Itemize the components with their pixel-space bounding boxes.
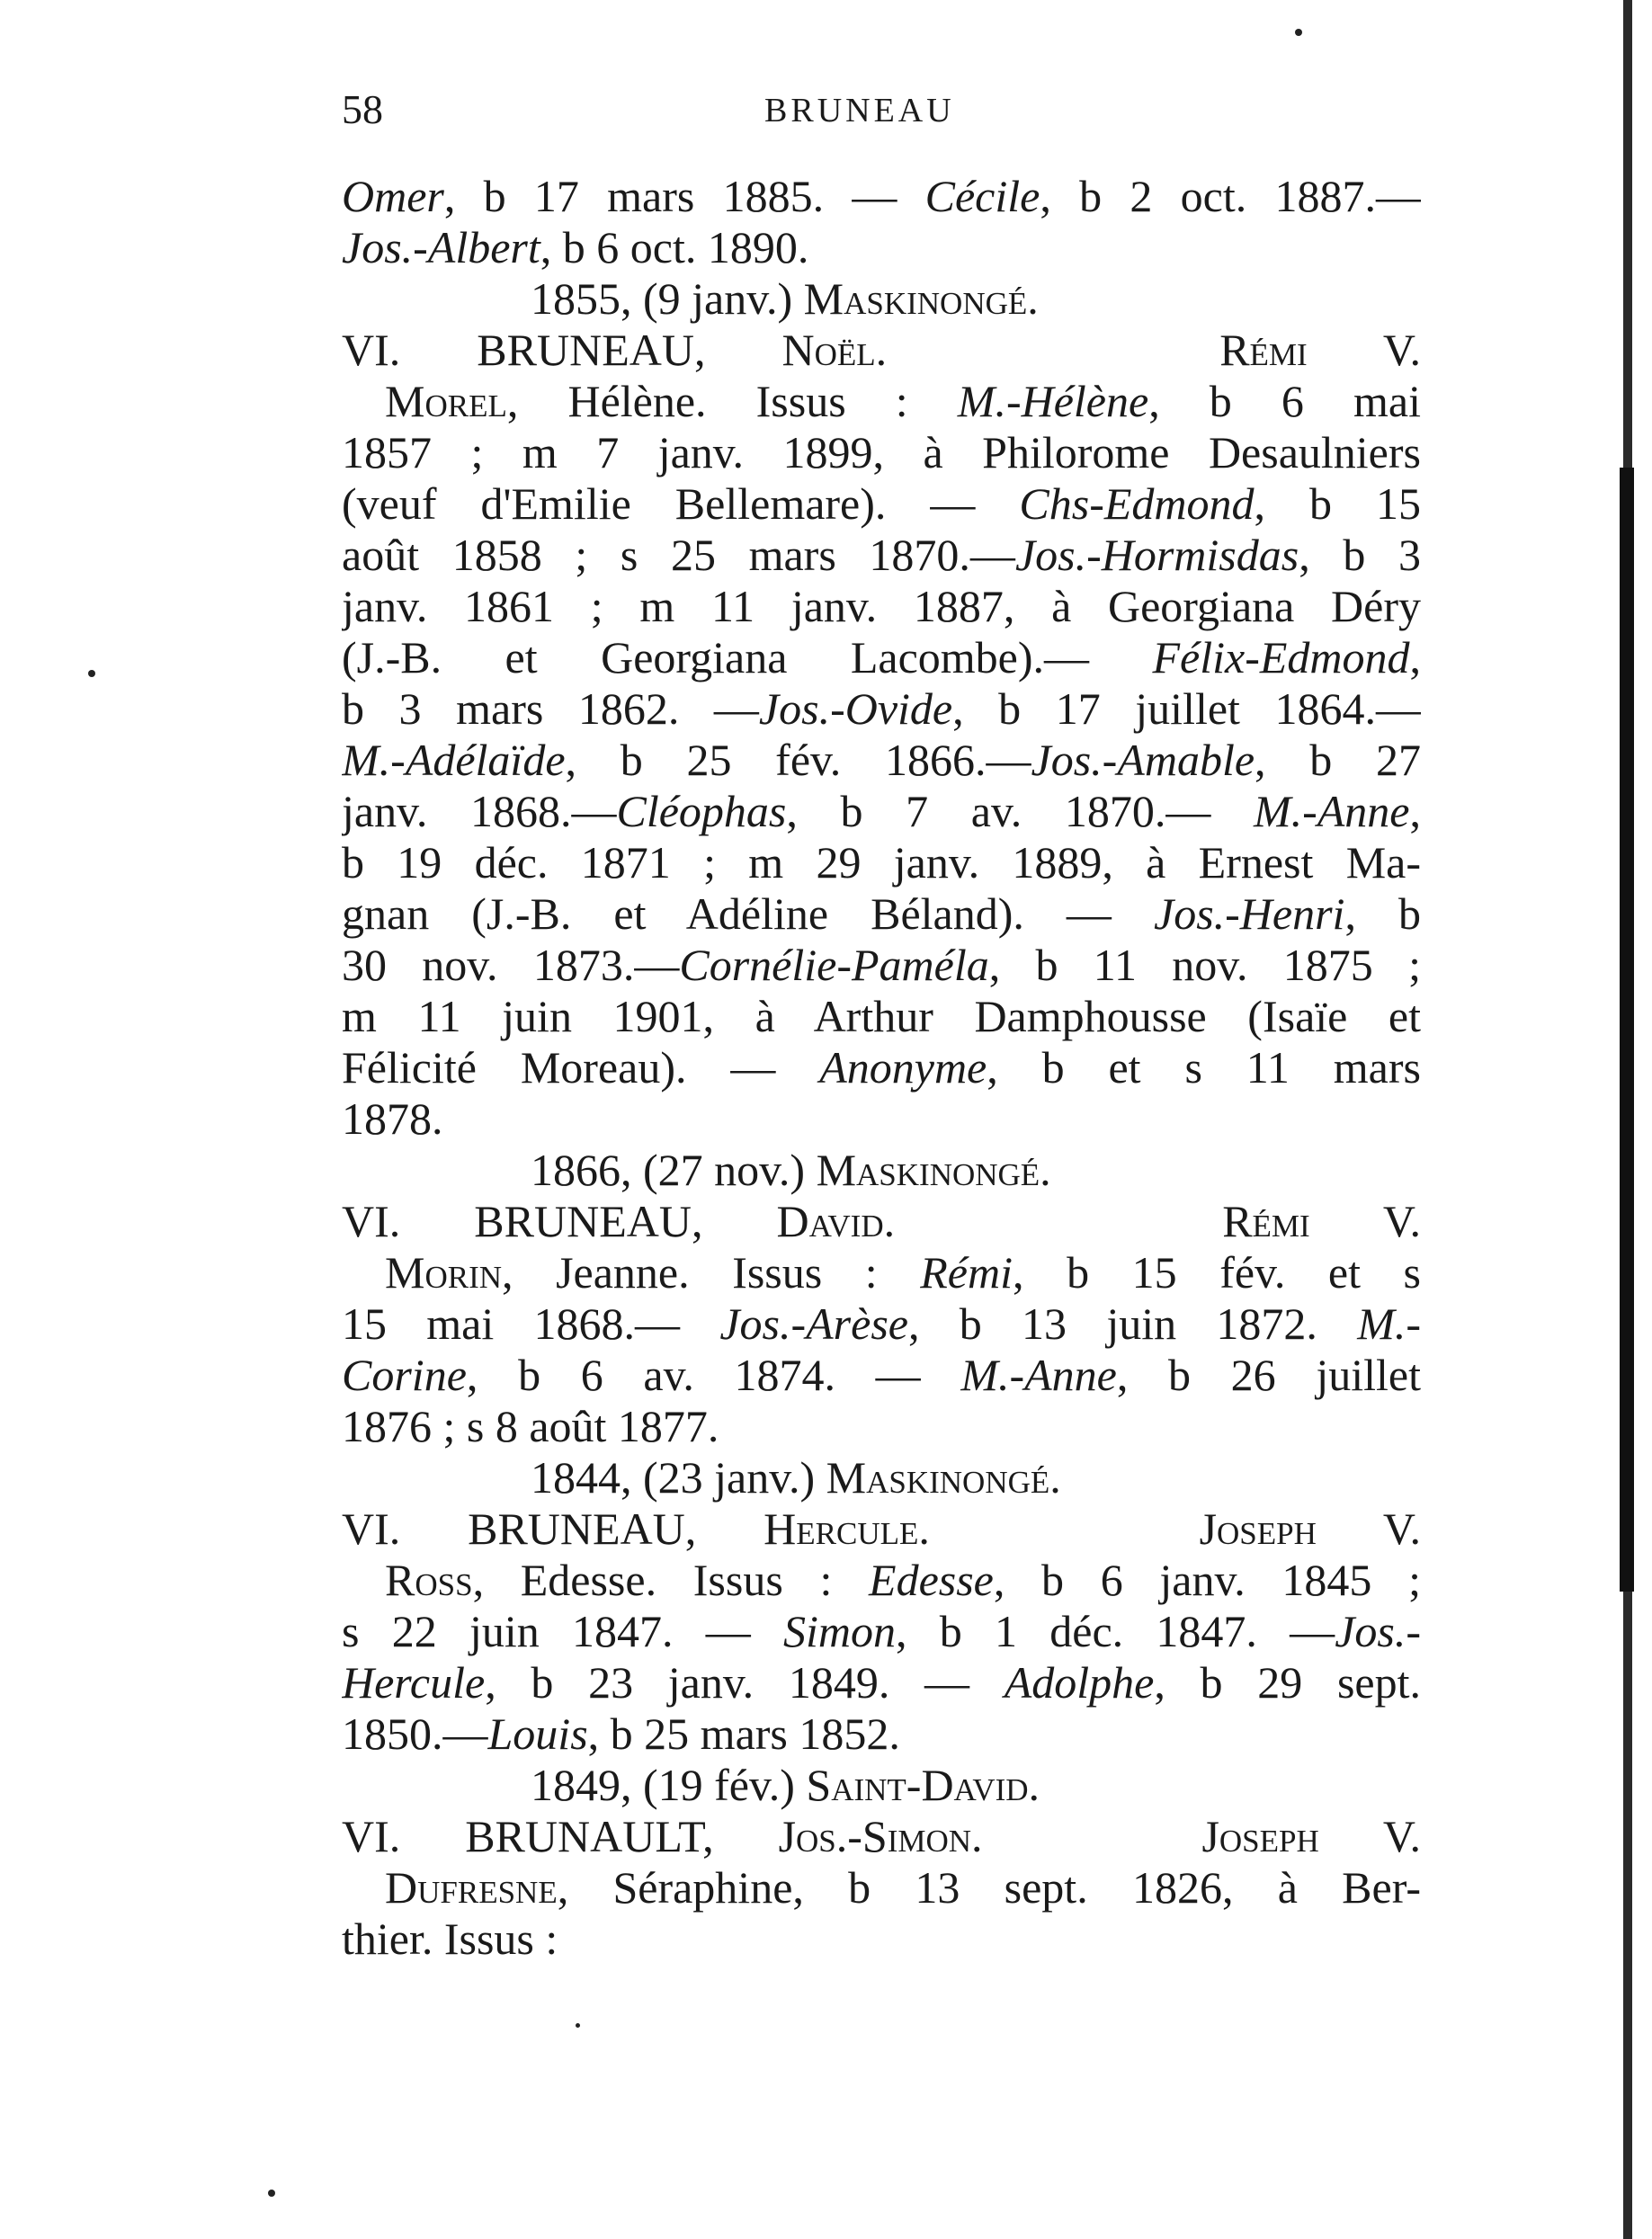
italic-name: Adolphe [1004, 1657, 1155, 1708]
text-line [342, 1913, 1421, 1965]
page-header [342, 85, 1421, 139]
italic-name: Jos.- [1335, 1606, 1421, 1656]
small-caps-text: Joseph [1199, 1503, 1317, 1554]
text-segment: VI. BRUNEAU, [342, 325, 782, 375]
text-line [342, 1298, 1421, 1350]
text-segment: , b 2 oct. 1887.— [1040, 171, 1421, 221]
text-segment: , b 17 mars 1885. — [443, 171, 925, 221]
text-line [342, 1401, 1421, 1452]
italic-name: Jos.-Arèse [719, 1298, 908, 1349]
text-line [342, 991, 1421, 1042]
italic-name: Anonyme [819, 1042, 987, 1093]
text-segment: , b 29 sept. [1154, 1657, 1421, 1708]
text-segment: , b et s 11 mars [987, 1042, 1421, 1093]
text-line [342, 888, 1421, 940]
text-line [342, 171, 1421, 222]
text-line [342, 683, 1421, 735]
text-segment: Félicité Moreau). — [342, 1042, 820, 1093]
small-caps-text: Hercule. [763, 1503, 930, 1554]
scan-speck [88, 670, 95, 677]
text-segment: V. [1307, 325, 1421, 375]
text-segment: thier. Issus : [342, 1913, 558, 1964]
text-segment: janv. 1861 ; m 11 janv. 1887, à Georgiana Déry [342, 581, 1421, 631]
text-segment: 30 nov. 1873.— [342, 940, 680, 990]
scan-speck [268, 2190, 275, 2197]
text-segment: , b 1 déc. 1847. — [896, 1606, 1335, 1656]
text-segment: , b 6 janv. 1845 ; [993, 1555, 1421, 1605]
text-segment [887, 325, 1219, 375]
text-segment: , b 6 av. 1874. — [466, 1350, 961, 1400]
text-segment: , [1409, 786, 1421, 836]
text-segment: 1844, (23 janv.) [531, 1452, 826, 1503]
text-segment [983, 1811, 1202, 1861]
text-line [342, 1606, 1421, 1657]
text-segment: V. [1316, 1503, 1421, 1554]
small-caps-text: Ross [385, 1555, 473, 1605]
italic-name: Jos.-Ovide [758, 683, 953, 734]
small-caps-text: Morin [385, 1247, 503, 1298]
text-segment: , b 26 juillet [1116, 1350, 1421, 1400]
text-segment: VI. BRUNAULT, [342, 1811, 779, 1861]
italic-name: M.-Hélène [957, 376, 1149, 426]
text-segment: , Hélène. Issus : [506, 376, 958, 426]
text-segment: V. [1309, 1196, 1421, 1246]
text-segment: , b 25 fév. 1866.— [565, 735, 1031, 785]
text-segment: , b 7 av. 1870.— [786, 786, 1254, 836]
italic-name: Jos.-Albert [342, 222, 540, 272]
text-segment: , Séraphine, b 13 sept. 1826, à Ber- [557, 1862, 1421, 1913]
text-segment: s 22 juin 1847. — [342, 1606, 784, 1656]
italic-name: Cléophas [616, 786, 787, 836]
text-segment: 1878. [342, 1093, 443, 1144]
italic-name: Corine [342, 1350, 467, 1400]
small-caps-text: Rémi [1222, 1196, 1310, 1246]
italic-name: Félix-Edmond [1152, 632, 1410, 682]
italic-name: Jos.-Amable [1031, 735, 1255, 785]
italic-name: Omer [342, 171, 444, 221]
italic-name: M.-Adélaïde [342, 735, 566, 785]
marriage-date-line [342, 273, 1421, 325]
text-segment: , Edesse. Issus : [472, 1555, 870, 1605]
text-line [342, 222, 1421, 273]
italic-name: Louis [487, 1708, 588, 1759]
italic-name: M.-Anne [960, 1350, 1117, 1400]
italic-name: Hercule [342, 1657, 486, 1708]
text-segment: VI. BRUNEAU, [342, 1196, 777, 1246]
page-edge-shadow-thick [1620, 468, 1634, 1592]
entry-heading [342, 325, 1421, 376]
text-segment: 1850.— [342, 1708, 488, 1759]
text-line [342, 427, 1421, 478]
text-line [342, 1555, 1421, 1606]
text-line [342, 1247, 1421, 1298]
text-segment: (J.-B. et Georgiana Lacombe).— [342, 632, 1153, 682]
italic-name: M.-Anne [1253, 786, 1410, 836]
text-segment: , b 6 oct. 1890. [540, 222, 809, 272]
italic-name: Chs-Edmond [1019, 478, 1255, 529]
small-caps-text: Morel [385, 376, 507, 426]
small-caps-text: Joseph [1201, 1811, 1319, 1861]
text-segment: 1866, (27 nov.) [531, 1145, 817, 1195]
text-segment: b 19 déc. 1871 ; m 29 janv. 1889, à Ernest Ma- [342, 837, 1421, 888]
italic-name: Edesse [869, 1555, 994, 1605]
text-line [342, 1350, 1421, 1401]
text-line [342, 940, 1421, 991]
text-segment: (veuf d'Emilie Bellemare). — [342, 478, 1020, 529]
text-segment: janv. 1868.— [342, 786, 617, 836]
text-line [342, 1862, 1421, 1913]
small-caps-text: Maskinongé. [816, 1145, 1051, 1195]
italic-name: Jos.-Hormisdas [1014, 530, 1299, 580]
text-segment: 1876 ; s 8 août 1877. [342, 1401, 719, 1451]
marriage-date-line [342, 1760, 1421, 1811]
text-segment: , b 13 juin 1872. [907, 1298, 1358, 1349]
text-segment: 1855, (9 janv.) [531, 273, 804, 324]
text-line [342, 786, 1421, 837]
small-caps-text: David. [776, 1196, 896, 1246]
text-segment [930, 1503, 1200, 1554]
text-line [342, 376, 1421, 427]
entry-heading [342, 1196, 1421, 1247]
small-caps-text: Maskinongé. [803, 273, 1039, 324]
small-caps-text: Rémi [1219, 325, 1308, 375]
text-line [342, 1042, 1421, 1093]
text-segment: , b 27 [1255, 735, 1421, 785]
marriage-date-line [342, 1145, 1421, 1196]
text-segment: m 11 juin 1901, à Arthur Damphousse (Isaïe et [342, 991, 1421, 1041]
text-line [342, 837, 1421, 888]
entry-heading [342, 1503, 1421, 1555]
small-caps-text: Noël. [781, 325, 888, 375]
text-segment: gnan (J.-B. et Adéline Béland). — [342, 888, 1154, 939]
text-line [342, 1708, 1421, 1760]
italic-name: Cornélie-Paméla [679, 940, 989, 990]
text-segment: , b 17 juillet 1864.— [952, 683, 1421, 734]
text-segment: VI. BRUNEAU, [342, 1503, 764, 1554]
genealogy-text [342, 171, 1421, 1965]
small-caps-text: Jos.-Simon. [778, 1811, 983, 1861]
text-line [342, 581, 1421, 632]
text-line [342, 1657, 1421, 1708]
text-segment: août 1858 ; s 25 mars 1870.— [342, 530, 1015, 580]
text-line [342, 735, 1421, 786]
small-caps-text: Maskinongé. [826, 1452, 1061, 1503]
small-caps-text: Dufresne [385, 1862, 558, 1913]
text-line [342, 1093, 1421, 1145]
italic-name: M.- [1357, 1298, 1421, 1349]
text-segment: V. [1318, 1811, 1421, 1861]
italic-name: Jos.-Henri [1154, 888, 1345, 939]
marriage-date-line [342, 1452, 1421, 1503]
text-segment: , b 15 fév. et s [1013, 1247, 1421, 1298]
text-segment: , b 15 [1254, 478, 1421, 529]
scan-speck [1295, 29, 1302, 36]
text-segment: , Jeanne. Issus : [502, 1247, 921, 1298]
text-segment: , b 25 mars 1852. [587, 1708, 900, 1759]
text-segment: b 3 mars 1862. — [342, 683, 759, 734]
text-segment: , b 11 nov. 1875 ; [988, 940, 1421, 990]
italic-name: Rémi [920, 1247, 1013, 1298]
text-segment: 1857 ; m 7 janv. 1899, à Philorome Desaulniers [342, 427, 1421, 477]
text-line [342, 478, 1421, 530]
text-segment [895, 1196, 1222, 1246]
text-segment: , b 6 mai [1148, 376, 1421, 426]
page-number: 58 [342, 86, 383, 132]
small-caps-text: Saint-David. [806, 1760, 1040, 1810]
text-segment: , b [1344, 888, 1421, 939]
text-line [342, 530, 1421, 581]
running-title: BRUNEAU [764, 92, 955, 129]
scan-speck [576, 2023, 580, 2028]
text-line [342, 632, 1421, 683]
text-segment: , b 3 [1299, 530, 1421, 580]
text-segment: 1849, (19 fév.) [531, 1760, 807, 1810]
italic-name: Cécile [924, 171, 1040, 221]
text-segment: , [1409, 632, 1421, 682]
italic-name: Simon [783, 1606, 897, 1656]
entry-heading [342, 1811, 1421, 1862]
text-segment: , b 23 janv. 1849. — [485, 1657, 1005, 1708]
text-segment: 15 mai 1868.— [342, 1298, 720, 1349]
